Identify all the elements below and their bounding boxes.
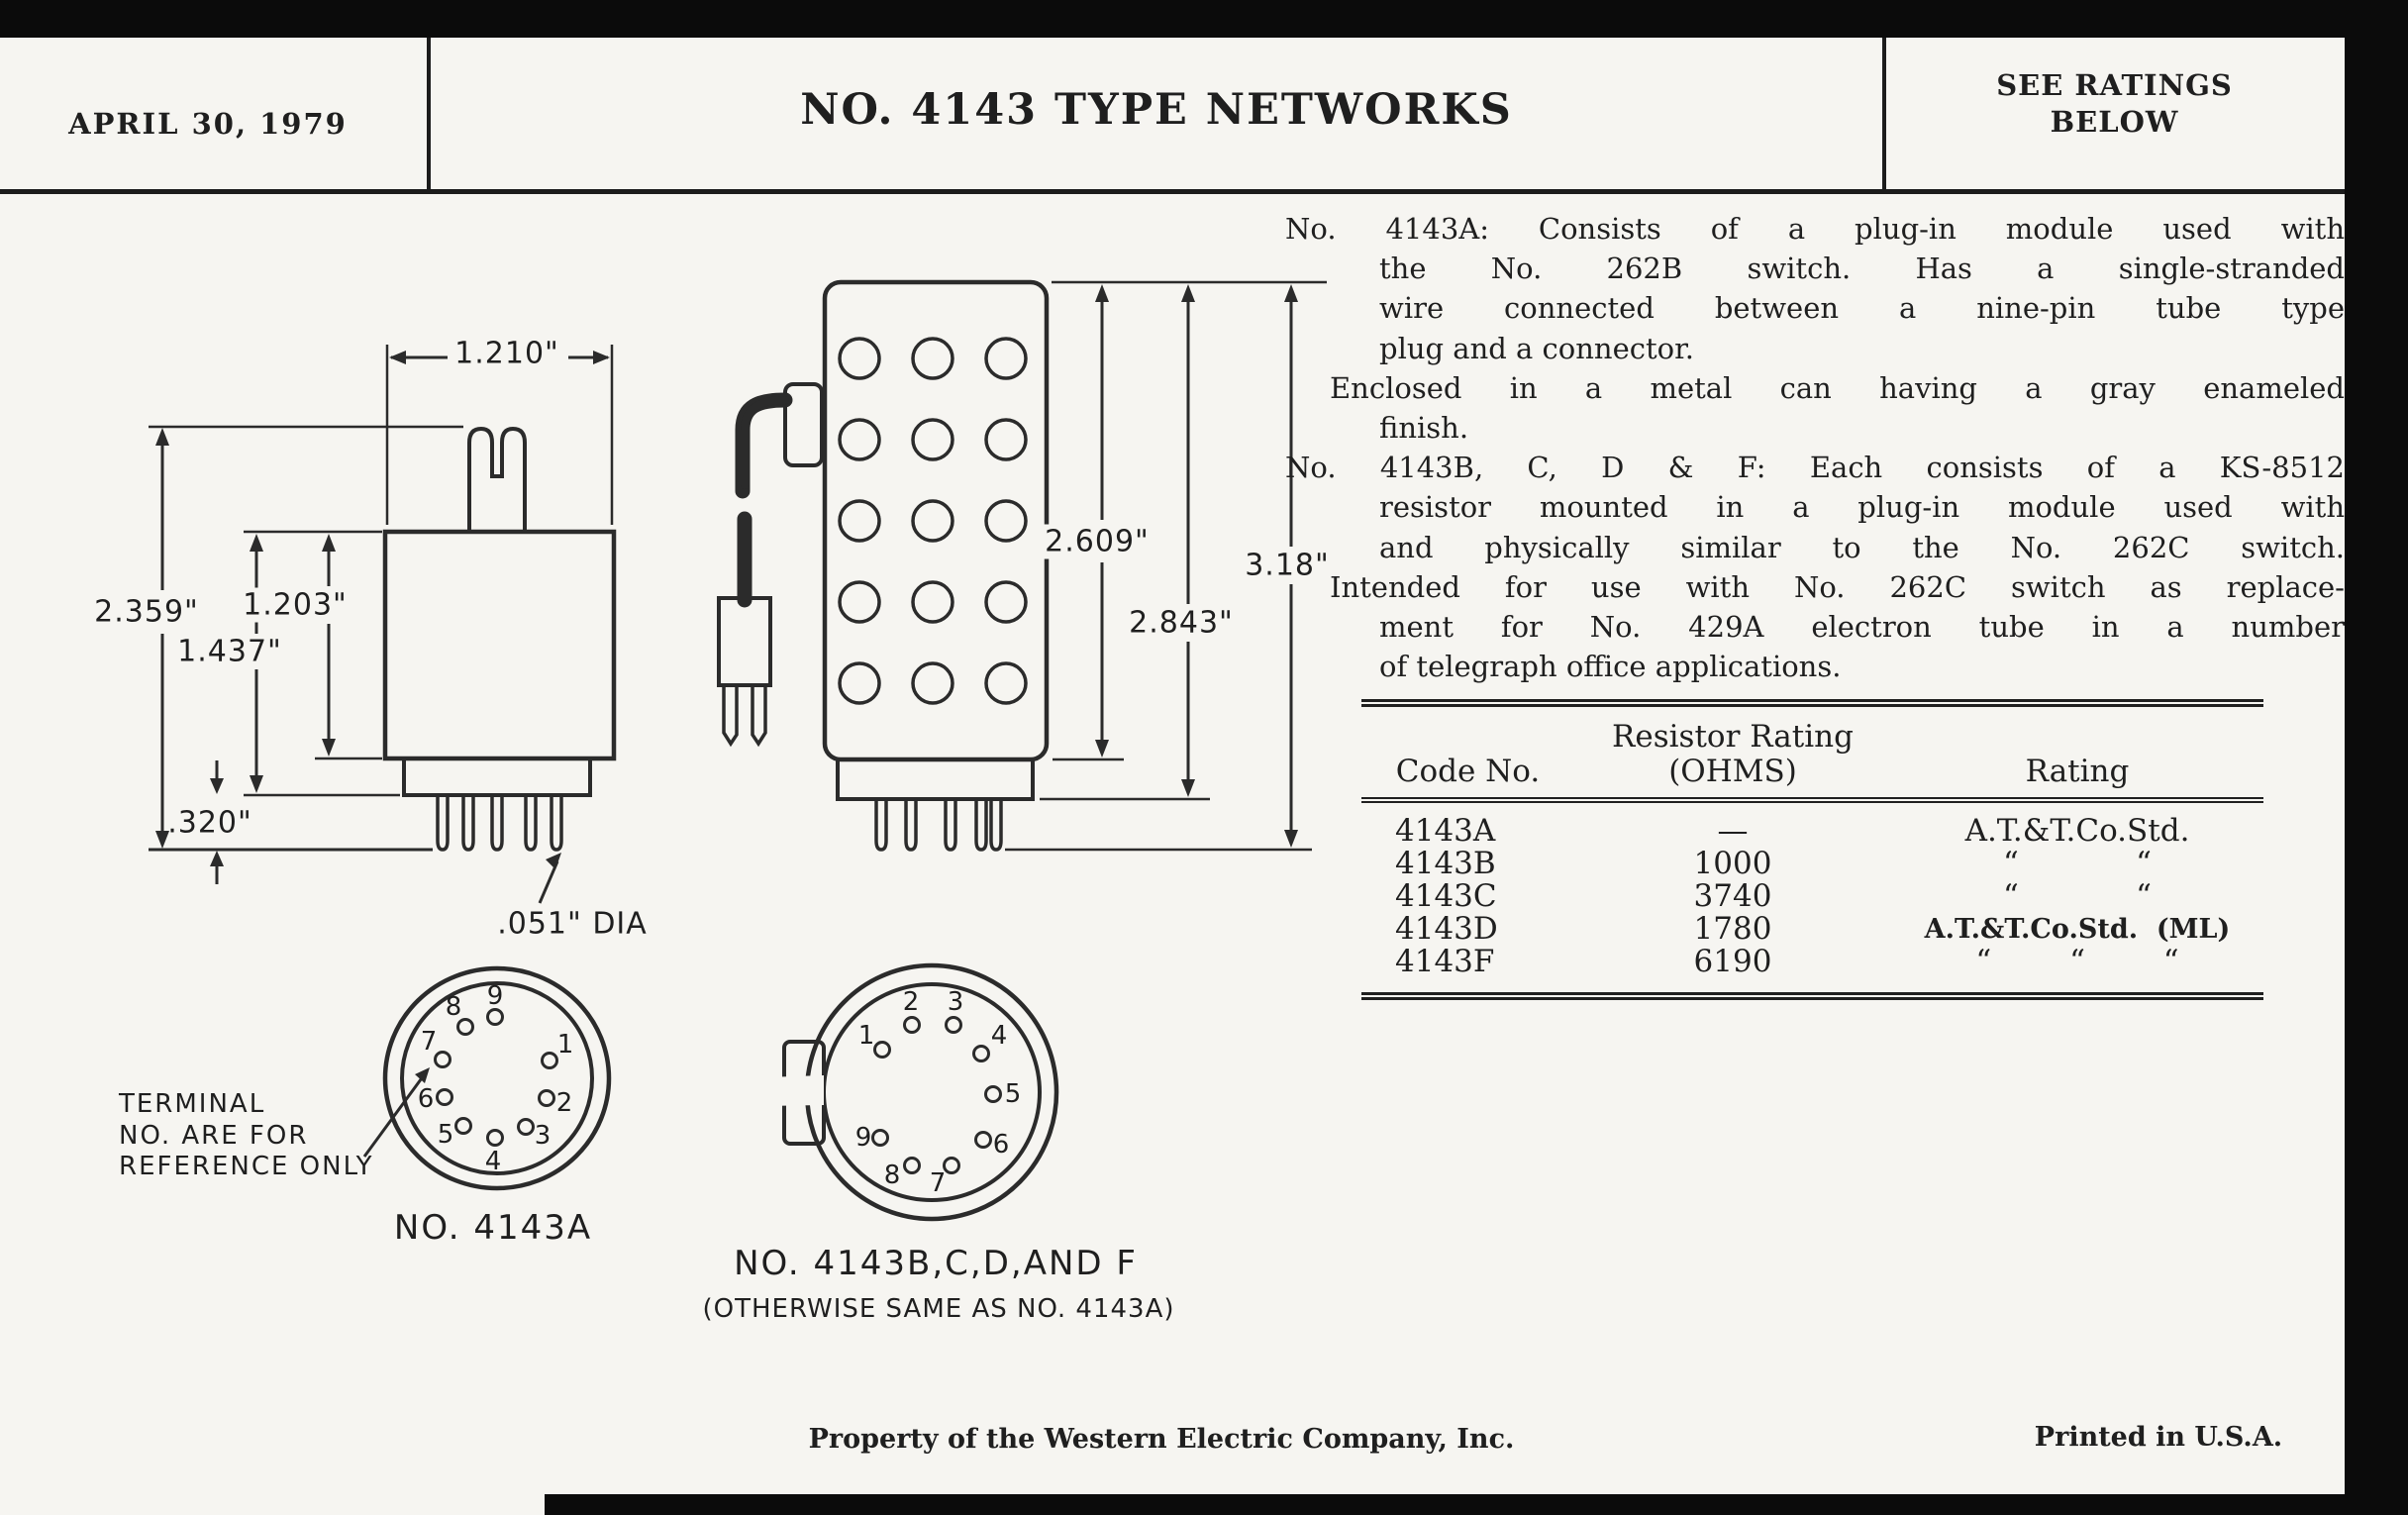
cell-ohms: 1000 <box>1693 846 1772 881</box>
cell-ohms: — <box>1717 813 1749 849</box>
cell-code: 4143C <box>1395 878 1497 914</box>
table-header-row <box>1361 710 2263 797</box>
description-line: plug and a connector. <box>1379 331 1695 365</box>
table-body <box>1361 803 2263 992</box>
dim-label-base-height: 2.843" <box>1124 606 1239 641</box>
terminal-number: 1 <box>556 1030 574 1060</box>
socket-caption-4143a: NO. 4143A <box>393 1208 593 1248</box>
terminal-number: 8 <box>883 1161 901 1190</box>
terminal-number: 7 <box>929 1168 947 1198</box>
terminal-note-line2: NO. ARE FOR <box>119 1121 309 1151</box>
dim-label-width: 1.210" <box>450 337 564 371</box>
cell-code: 4143A <box>1395 813 1496 849</box>
description-line: ment for No. 429A electron tube in a number <box>1379 610 2345 645</box>
fig1-pin <box>492 795 502 850</box>
dim-label-h1: 1.437" <box>172 635 287 669</box>
cell-ohms: 1780 <box>1693 911 1772 947</box>
fig1-pin <box>438 795 448 850</box>
column-header-rating: Rating <box>2025 754 2130 789</box>
column-header-resistor-rating: Resistor Rating (OHMS) <box>1612 719 1854 789</box>
dim-label-overall: 2.359" <box>89 595 204 630</box>
terminal-number: 2 <box>902 987 920 1017</box>
description-line: Enclosed in a metal can having a gray enameled <box>1330 370 2345 405</box>
terminal-number: 7 <box>420 1027 438 1057</box>
table-row <box>1361 880 2263 913</box>
terminal-number: 6 <box>417 1084 435 1114</box>
footer-printed-notice: Printed in U.S.A. <box>2034 1422 2283 1453</box>
table-rule-mid <box>1361 797 2263 799</box>
cell-rating: A.T.&T.Co.Std. <box>1964 813 2190 849</box>
terminal-number: 6 <box>992 1130 1010 1160</box>
terminal-number: 9 <box>486 981 504 1011</box>
description-line: No. 4143B, C, D & F: Each consists of a KS-8512 <box>1285 451 2345 485</box>
ratings-note-line2: BELOW <box>2050 105 2179 139</box>
terminal-number: 1 <box>857 1021 875 1051</box>
fig2-pin <box>876 799 886 850</box>
cell-rating: “ “ <box>2003 878 2152 914</box>
table-row <box>1361 946 2263 978</box>
table-rule-top <box>1361 699 2263 702</box>
footer-property-notice: Property of the Western Electric Company, Inc. <box>808 1424 1515 1455</box>
terminal-note-line1: TERMINAL <box>119 1089 266 1119</box>
terminal-number: 4 <box>484 1147 502 1176</box>
ratings-note-line1: SEE RATINGS <box>1996 68 2233 102</box>
fig2-pin <box>991 799 1001 850</box>
page-title: NO. 4143 TYPE NETWORKS <box>800 85 1513 135</box>
cell-ohms: 3740 <box>1693 878 1772 914</box>
cell-ohms: 6190 <box>1693 944 1772 979</box>
fig2-can <box>825 282 1047 759</box>
fig1-pin <box>526 795 536 850</box>
table-rule-bottom <box>1361 992 2263 995</box>
fig4-wire-lead <box>691 1075 824 1107</box>
cell-rating: A.T.&T.Co.Std. (ML) <box>1924 914 2231 945</box>
terminal-number: 4 <box>990 1021 1008 1051</box>
description-line: No. 4143A: Consists of a plug-in module used with <box>1285 212 2345 246</box>
fig2-pin <box>906 799 916 850</box>
fig2-pin <box>946 799 955 850</box>
terminal-number: 5 <box>1004 1079 1022 1109</box>
terminal-number: 3 <box>947 987 964 1017</box>
cell-code: 4143B <box>1395 846 1496 881</box>
fig2-base <box>838 759 1033 799</box>
dim-label-pin-diameter: .051" DIA <box>497 906 648 942</box>
dim-label-total-height: 3.18" <box>1240 549 1335 583</box>
description-line: finish. <box>1379 411 1469 446</box>
fig1-pin <box>552 795 561 850</box>
description-line: resistor mounted in a plug-in module used with <box>1379 490 2345 525</box>
cell-rating: “ “ “ <box>1975 944 2179 979</box>
socket-caption-4143bcdf: NO. 4143B,C,D,AND F <box>734 1244 1138 1283</box>
terminal-note-line3: REFERENCE ONLY <box>119 1152 374 1181</box>
cell-code: 4143D <box>1395 911 1498 947</box>
terminal-number: 2 <box>555 1088 573 1118</box>
fig2-connector <box>719 598 770 685</box>
cell-rating: “ “ <box>2003 846 2152 881</box>
description-block <box>1285 209 2345 686</box>
table-row <box>1361 848 2263 880</box>
dim-label-can-height: 2.609" <box>1040 525 1154 559</box>
fig1-body <box>385 532 614 758</box>
terminal-number: 8 <box>445 992 462 1022</box>
terminal-number: 5 <box>437 1120 454 1150</box>
table-row <box>1361 815 2263 848</box>
issue-date: APRIL 30, 1979 <box>68 107 348 141</box>
dim-label-pin-length: .320" <box>167 805 252 841</box>
description-line: the No. 262B switch. Has a single-stranded <box>1379 252 2345 286</box>
fig2-pin <box>976 799 986 850</box>
socket-subcaption: (OTHERWISE SAME AS NO. 4143A) <box>702 1294 1175 1324</box>
ratings-table <box>1361 699 2263 995</box>
terminal-number: 9 <box>854 1123 872 1153</box>
terminal-number: 3 <box>534 1121 552 1151</box>
table-row <box>1361 913 2263 946</box>
description-line: wire connected between a nine-pin tube type <box>1379 291 2345 326</box>
cell-code: 4143F <box>1395 944 1495 979</box>
fig1-base <box>404 758 590 795</box>
description-line: Intended for use with No. 262C switch as replace- <box>1330 569 2345 604</box>
dim-label-h2: 1.203" <box>238 588 352 623</box>
fig1-pin <box>463 795 473 850</box>
column-header-code: Code No. <box>1395 754 1541 789</box>
description-line: of telegraph office applications. <box>1379 650 1842 684</box>
description-line: and physically similar to the No. 262C switch. <box>1379 530 2345 564</box>
fig1-plug-key <box>469 429 525 532</box>
